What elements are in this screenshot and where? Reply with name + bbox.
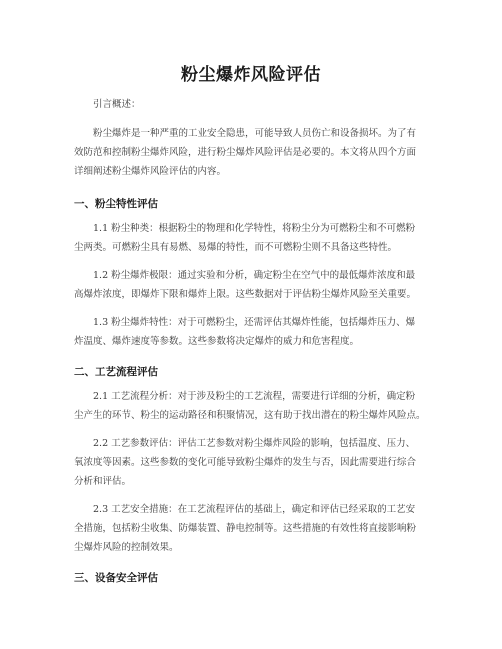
intro-line: 效防范和控制粉尘爆炸风险，进行粉尘爆炸风险评估是必要的。本文将从四个方面: [74, 147, 417, 158]
paragraph-line: 2.3 工艺安全措施：在工艺流程评估的基础上，确定和评估已经采取的工艺安: [93, 504, 416, 515]
page-title: 粉尘爆炸风险评估: [181, 65, 321, 85]
intro-paragraph: [74, 124, 430, 181]
intro-label: [74, 95, 430, 114]
paragraph-line: 高爆炸浓度，即爆炸下限和爆炸上限。这些数据对于评估粉尘爆炸风险至关重要。: [74, 289, 417, 300]
paragraph-line: 1.1 粉尘种类：根据粉尘的物理和化学特性，将粉尘分为可燃粉尘和不可燃粉: [93, 223, 416, 234]
intro-line: 粉尘爆炸是一种严重的工业安全隐患，可能导致人员伤亡和设备损坏。为了有: [93, 128, 417, 139]
section-heading: 三、设备安全评估: [74, 572, 158, 584]
paragraph-line: 炸温度、爆炸速度等参数。这些参数将决定爆炸的威力和危害程度。: [74, 336, 360, 347]
paragraph-line: 2.1 工艺流程分析：对于涉及粉尘的工艺流程，需要进行详细的分析，确定粉: [93, 391, 416, 402]
paragraph-line: 尘两类。可燃粉尘具有易燃、易爆的特性，而不可燃粉尘则不具备这些特性。: [74, 242, 398, 253]
section-paragraph: [74, 500, 430, 557]
section-paragraph: [74, 219, 430, 257]
paragraph-line: 2.2 工艺参数评估：评估工艺参数对粉尘爆炸风险的影响，包括温度、压力、: [93, 438, 416, 449]
section-paragraph: [74, 387, 430, 425]
section-heading: 一、粉尘特性评估: [74, 198, 158, 210]
paragraph-line: 1.2 粉尘爆炸极限：通过实验和分析，确定粉尘在空气中的最低爆炸浓度和最: [93, 270, 416, 281]
section-paragraph: [74, 313, 430, 351]
section-heading: 二、工艺流程评估: [74, 366, 158, 378]
paragraph-line: 氧浓度等因素。这些参数的变化可能导致粉尘爆炸的发生与否，因此需要进行综合: [74, 457, 417, 468]
intro-line: 详细阐述粉尘爆炸风险评估的内容。: [74, 166, 227, 177]
paragraph-line: 1.3 粉尘爆炸特性：对于可燃粉尘，还需评估其爆炸性能，包括爆炸压力、爆: [93, 317, 416, 328]
paragraph-line: 尘产生的环节、粉尘的运动路径和积聚情况，这有助于找出潜在的粉尘爆炸风险点。: [74, 410, 426, 421]
section-paragraph: [74, 266, 430, 304]
intro-label-text: 引言概述：: [93, 99, 141, 110]
paragraph-line: 全措施，包括粉尘收集、防爆装置、静电控制等。这些措施的有效性将直接影响粉: [74, 523, 417, 534]
paragraph-line: 尘爆炸风险的控制效果。: [74, 542, 179, 553]
paragraph-line: 分析和评估。: [74, 476, 132, 487]
section-paragraph: [74, 434, 430, 491]
